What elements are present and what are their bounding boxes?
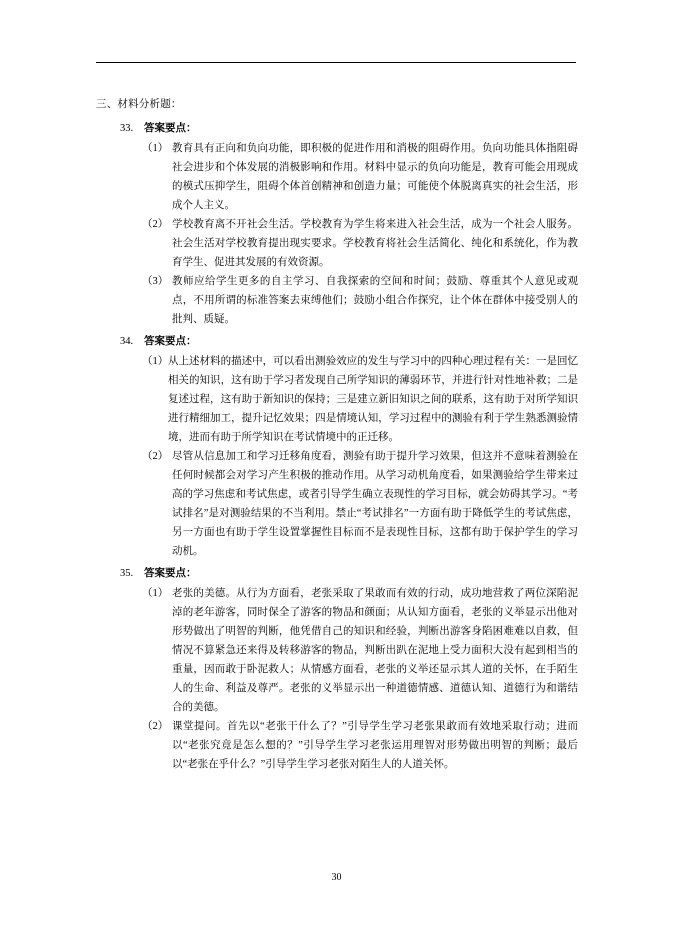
item-marker: （2） (142, 721, 169, 732)
item-text: 老张的美德。从行为方面看，老张采取了果敢而有效的行动，成功地营救了两位深陷泥淖的老年游客，同时保全了游客的物品和颜面；从认知方面看，老张的义举显示出他对形势做出了明智的判断，他凭借自己的知识和经验，判断出游客身陷困难难以自救，但情况不算紧急还来得及转移游客的物品，判断出趴在泥地上受力面积大没有起到相当的重量，因而敢于卧泥救人；从情感方面看，老张的义举还显示其人道的关怀，在手陌生人的生命、利益及尊严。老张的义举显示出一种道德情感、道德认知、道德行为和谐结合的美德。 (172, 588, 578, 713)
question-label-35: 答案要点： (144, 568, 197, 579)
answer-item (142, 447, 578, 561)
question-number-35: 35. (120, 568, 134, 579)
answer-item (142, 139, 578, 215)
item-marker: （2） (142, 219, 169, 230)
question-head-34 (120, 332, 578, 351)
item-marker: （1） (142, 356, 169, 367)
answer-item (142, 352, 578, 447)
answer-item (142, 215, 578, 272)
section-heading: 三、材料分析题： (96, 99, 182, 110)
item-text: 学校教育离不开社会生活。学校教育为学生将来进入社会生活，成为一个社会人服务。社会生活对学校教育提出现实要求。学校教育将社会生活简化、纯化和系统化，作为教育学生、促进其发展的有效资源。 (172, 219, 578, 268)
question-number-34: 34. (120, 336, 134, 347)
answer-item (142, 584, 578, 717)
question-block-33 (96, 119, 578, 329)
item-text: 尽管从信息加工和学习迁移角度看，测验有助于提升学习效果，但这并不意味着测验在任何时候都会对学习产生积极的推动作用。从学习动机角度看，如果测验给学生带来过高的学习焦虑和考试焦虑，或者引导学生确立表现性的学习目标，就会妨碍其学习。“考试排名”是对测验结果的不当利用。禁止“考试排名”一方面有助于降低学生的考试焦虑，另一方面也有助于学生设置掌握性目标而不是表现性目标，这都有助于保护学生的学习动机。 (172, 451, 578, 557)
item-marker: （3） (142, 276, 169, 287)
page-number: 30 (331, 872, 342, 883)
header-divider (96, 62, 576, 63)
question-number-33: 33. (120, 123, 134, 134)
question-block-34 (96, 332, 578, 561)
question-label-33: 答案要点： (144, 123, 197, 134)
document-content (96, 96, 578, 776)
question-label-34: 答案要点： (144, 336, 197, 347)
question-head-35 (120, 564, 578, 583)
item-text: 教育具有正向和负向功能，即积极的促进作用和消极的阻碍作用。负向功能具体指阻碍社会进步和个体发展的消极影响和作用。材料中显示的负向功能是，教育可能会用现成的模式压抑学生，阻碍个体首创精神和创造力量；可能使个体脱离真实的社会生活，形成个人主义。 (172, 143, 578, 211)
item-text: 教师应给学生更多的自主学习、自我探索的空间和时间；鼓励、尊重其个人意见或观点，不用所谓的标准答案去束缚他们；鼓励小组合作探究，让个体在群体中接受别人的批判、质疑。 (172, 276, 578, 325)
answer-item (142, 272, 578, 329)
item-text: 从上述材料的描述中，可以看出测验效应的发生与学习中的四种心理过程有关：一是回忆相关的知识，这有助于学习者发现自己所学知识的薄弱环节，并进行针对性地补救；二是复述过程，这有助于新知识的保持；三是建立新旧知识之间的联系，这有助于对所学知识进行精细加工，提升记忆效果；四是情境认知，学习过程中的测验有利于学生熟悉测验情境，进而有助于所学知识在考试情境中的正迁移。 (168, 356, 578, 443)
item-marker: （2） (142, 451, 169, 462)
item-marker: （1） (142, 588, 169, 599)
question-head-33 (120, 119, 578, 138)
item-text: 课堂提问。首先以“老张干什么了？”引导学生学习老张果敢而有效地采取行动；进而以“老张究竟是怎么想的？”引导学生学习老张运用理智对形势做出明智的判断；最后以“老张在乎什么？”引导学生学习老张对陌生人的人道关怀。 (172, 721, 578, 770)
answer-item (142, 717, 578, 774)
question-block-35 (96, 564, 578, 774)
item-marker: （1） (142, 143, 169, 154)
